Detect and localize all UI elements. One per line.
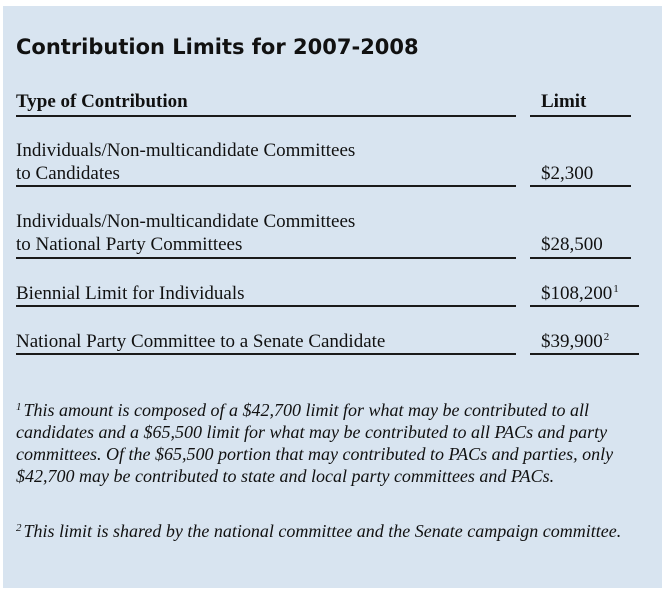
footnote-marker: 1 xyxy=(16,401,22,413)
row-rule xyxy=(16,305,516,307)
table-row-type xyxy=(16,210,355,256)
limit-amount: $39,900 xyxy=(541,331,603,352)
row-type-line2: to Candidates xyxy=(16,163,120,184)
footnote-2 xyxy=(16,520,646,542)
header-rule-type xyxy=(16,115,516,117)
panel-title: Contribution Limits for 2007-2008 xyxy=(16,35,419,59)
row-type-line1: National Party Committee to a Senate Candidate xyxy=(16,331,386,352)
row-type-line2: to National Party Committees xyxy=(16,234,243,255)
row-rule xyxy=(16,353,516,355)
table-row-type xyxy=(16,330,385,353)
row-rule-limit xyxy=(530,305,639,307)
table-row-type xyxy=(16,282,245,305)
limit-amount: $28,500 xyxy=(541,234,603,255)
footnote-marker: 2 xyxy=(16,522,22,534)
footnote-ref: 1 xyxy=(613,283,619,295)
footnote-text: This amount is composed of a $42,700 limit for what may be contributed to all candidates and a $65,500 limit for what may be contributed to all PACs and party committees. Of the $65,500 portion that may contributed to PACs and parties, only $42,700 may be contributed to state and local party committees and PACs. xyxy=(16,400,614,486)
row-limit-value xyxy=(541,233,603,256)
row-limit-value xyxy=(541,330,609,353)
row-rule-limit xyxy=(530,185,631,187)
footnote-ref: 2 xyxy=(603,331,610,343)
limit-amount: $108,200 xyxy=(541,283,613,304)
column-header-type: Type of Contribution xyxy=(16,91,188,112)
row-type-line1: Individuals/Non-multicandidate Committees xyxy=(16,140,356,161)
footnote-1 xyxy=(16,399,646,487)
row-rule-limit xyxy=(530,353,639,355)
header-rule-limit xyxy=(530,115,631,117)
table-row-type xyxy=(16,139,355,185)
row-rule-limit xyxy=(530,257,631,259)
row-rule xyxy=(16,257,516,259)
limit-amount: $2,300 xyxy=(541,163,594,184)
row-rule xyxy=(16,185,516,187)
row-limit-value xyxy=(541,162,593,185)
row-type-line1: Individuals/Non-multicandidate Committees xyxy=(16,211,356,232)
row-limit-value xyxy=(541,282,619,305)
column-header-limit: Limit xyxy=(541,91,587,112)
footnote-text: This limit is shared by the national committee and the Senate campaign committee. xyxy=(23,521,622,541)
row-type-line1: Biennial Limit for Individuals xyxy=(16,283,245,304)
